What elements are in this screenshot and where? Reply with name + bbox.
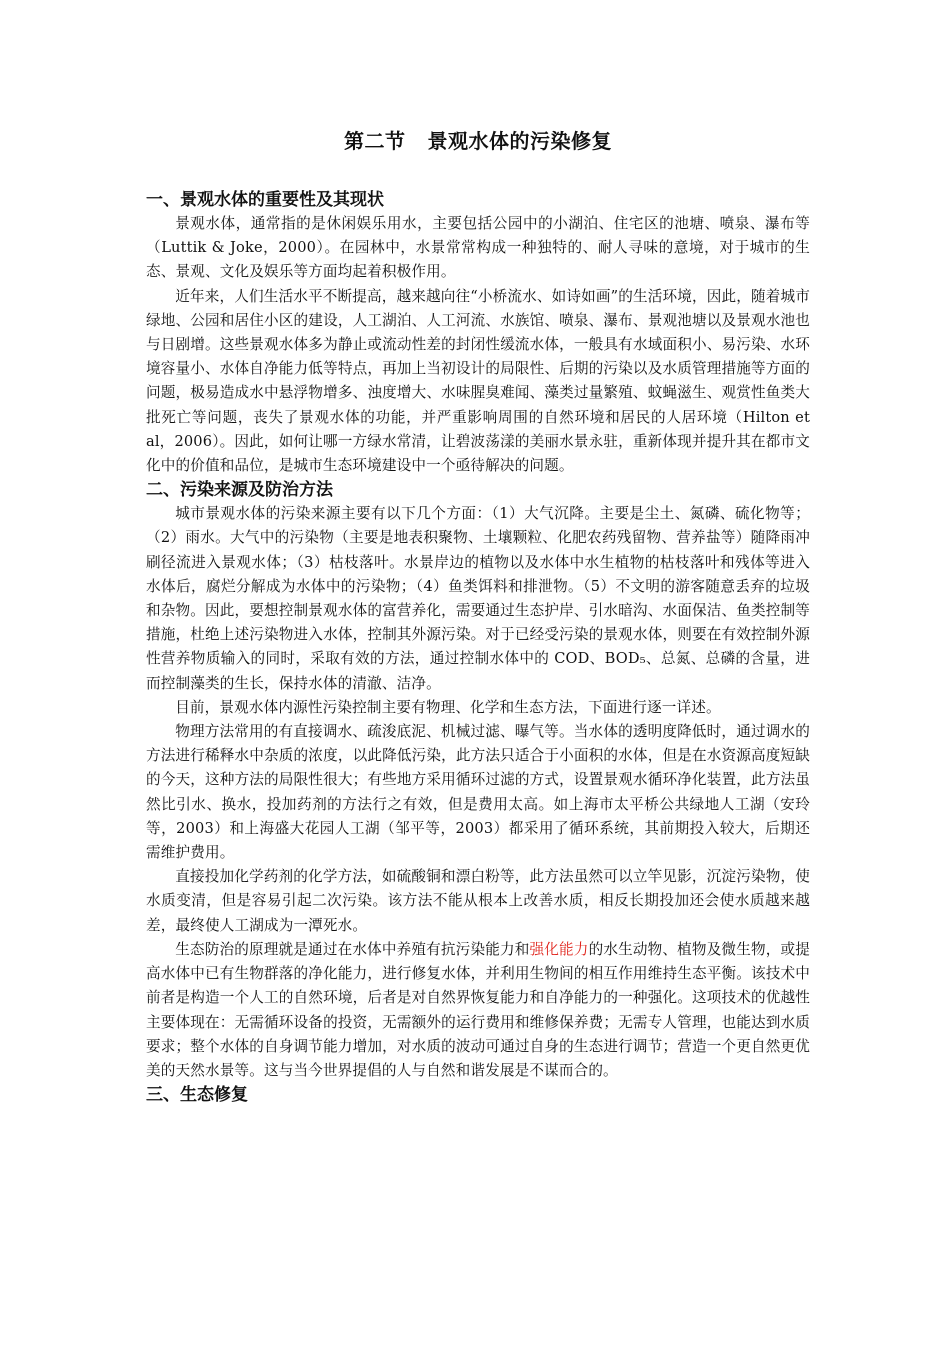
- page-title: [146, 126, 810, 156]
- paragraph-definition: 景观水体，通常指的是休闲娱乐用水，主要包括公园中的小湖泊、住宅区的池塘、喷泉、瀑布等（Luttik & Joke，2000）。在园林中，水景常常构成一种独特的、耐人寻味的意境，对于城市的生态、景观、文化及娱乐等方面均起着积极作用。: [146, 215, 810, 281]
- heading-importance: 一、景观水体的重要性及其现状: [146, 190, 384, 210]
- section-number: 第二节: [344, 129, 406, 153]
- document-page: [146, 126, 810, 1107]
- paragraph-chemical-methods: 直接投加化学药剂的化学方法，如硫酸铜和漂白粉等，此方法虽然可以立竿见影，沉淀污染物，使水质变清，但是容易引起二次污染。该方法不能从根本上改善水质，相反长期投加还会使水质越来越差，最终使人工湖成为一潭死水。: [146, 868, 810, 934]
- highlighted-term: 强化能力: [529, 940, 589, 958]
- heading-ecological-restoration: 三、生态修复: [146, 1085, 248, 1106]
- section-title-text: 景观水体的污染修复: [427, 129, 612, 153]
- paragraph-ecological-methods: [146, 938, 810, 1083]
- paragraph-sources: 城市景观水体的污染来源主要有以下几个方面：（1）大气沉降。主要是尘土、氮磷、硫化物等；（2）雨水。大气中的污染物（主要是地表积聚物、土壤颗粒、化肥农药残留物、营养盐等）随降雨冲刷径流进入景观水体；（3）枯枝落叶。水景岸边的植物以及水体中水生植物的枯枝落叶和残体等进入水体后，腐烂分解成为水体中的污染物；（4）鱼类饵料和排泄物。（5）不文明的游客随意丢弃的垃圾和杂物。因此，要想控制景观水体的富营养化，需要通过生态护岸、引水暗沟、水面保洁、鱼类控制等措施，杜绝上述污染物进入水体，控制其外源污染。对于已经受污染的景观水体，则要在有效控制外源性营养物质输入的同时，采取有效的方法，通过控制水体中的 COD、BOD₅、总氮、总磷的含量，进而控制藻类的生长，保持水体的清澈、洁净。: [146, 505, 810, 692]
- eco-text-before: 生态防治的原理就是通过在水体中养殖有抗污染能力和: [175, 940, 530, 958]
- paragraph-methods-intro: 目前，景观水体内源性污染控制主要有物理、化学和生态方法，下面进行逐一详述。: [175, 698, 721, 716]
- eco-text-after: 的水生动物、植物及微生物，或提高水体中已有生物群落的净化能力，进行修复水体，并利用生物间的相互作用维持生态平衡。该技术中前者是构造一个人工的自然环境，后者是对自然界恢复能力和自净能力的一种强化。这项技术的优越性主要体现在：无需循环设备的投资，无需额外的运行费用和维修保养费；无需专人管理，也能达到水质要求；整个水体的自身调节能力增加，对水质的波动可通过自身的生态进行调节；营造一个更自然更优美的天然水景等。这与当今世界提倡的人与自然和谐发展是不谋而合的。: [146, 940, 810, 1079]
- paragraph-problems: 近年来，人们生活水平不断提高，越来越向往“小桥流水、如诗如画”的生活环境，因此，随着城市绿地、公园和居住小区的建设，人工湖泊、人工河流、水族馆、喷泉、瀑布、景观池塘以及景观水池也与日剧增。这些景观水体多为静止或流动性差的封闭性缓流水体，一般具有水域面积小、易污染、水环境容量小、水体自净能力低等特点，再加上当初设计的局限性、后期的污染以及水质管理措施等方面的问题，极易造成水中悬浮物增多、浊度增大、水味腥臭难闻、藻类过量繁殖、蚊蝇滋生、观赏性鱼类大批死亡等问题，丧失了景观水体的功能，并严重影响周围的自然环境和居民的人居环境（Hilton et al，2006）。因此，如何让哪一方绿水常清，让碧波荡漾的美丽水景永驻，重新体现并提升其在都市文化中的价值和品位，是城市生态环境建设中一个亟待解决的问题。: [146, 287, 810, 475]
- heading-pollution-sources: 二、污染来源及防治方法: [146, 480, 333, 501]
- paragraph-physical-methods: 物理方法常用的有直接调水、疏浚底泥、机械过滤、曝气等。当水体的透明度降低时，通过调水的方法进行稀释水中杂质的浓度，以此降低污染，此方法只适合于小面积的水体，但是在水资源高度短缺的今天，这种方法的局限性很大；有些地方采用循环过滤的方式，设置景观水循环净化装置，此方法虽然比引水、换水，投加药剂的方法行之有效，但是费用太高。如上海市太平桥公共绿地人工湖（安玲等，2003）和上海盛大花园人工湖（邹平等，2003）都采用了循环系统，其前期投入较大，后期还需维护费用。: [146, 723, 810, 862]
